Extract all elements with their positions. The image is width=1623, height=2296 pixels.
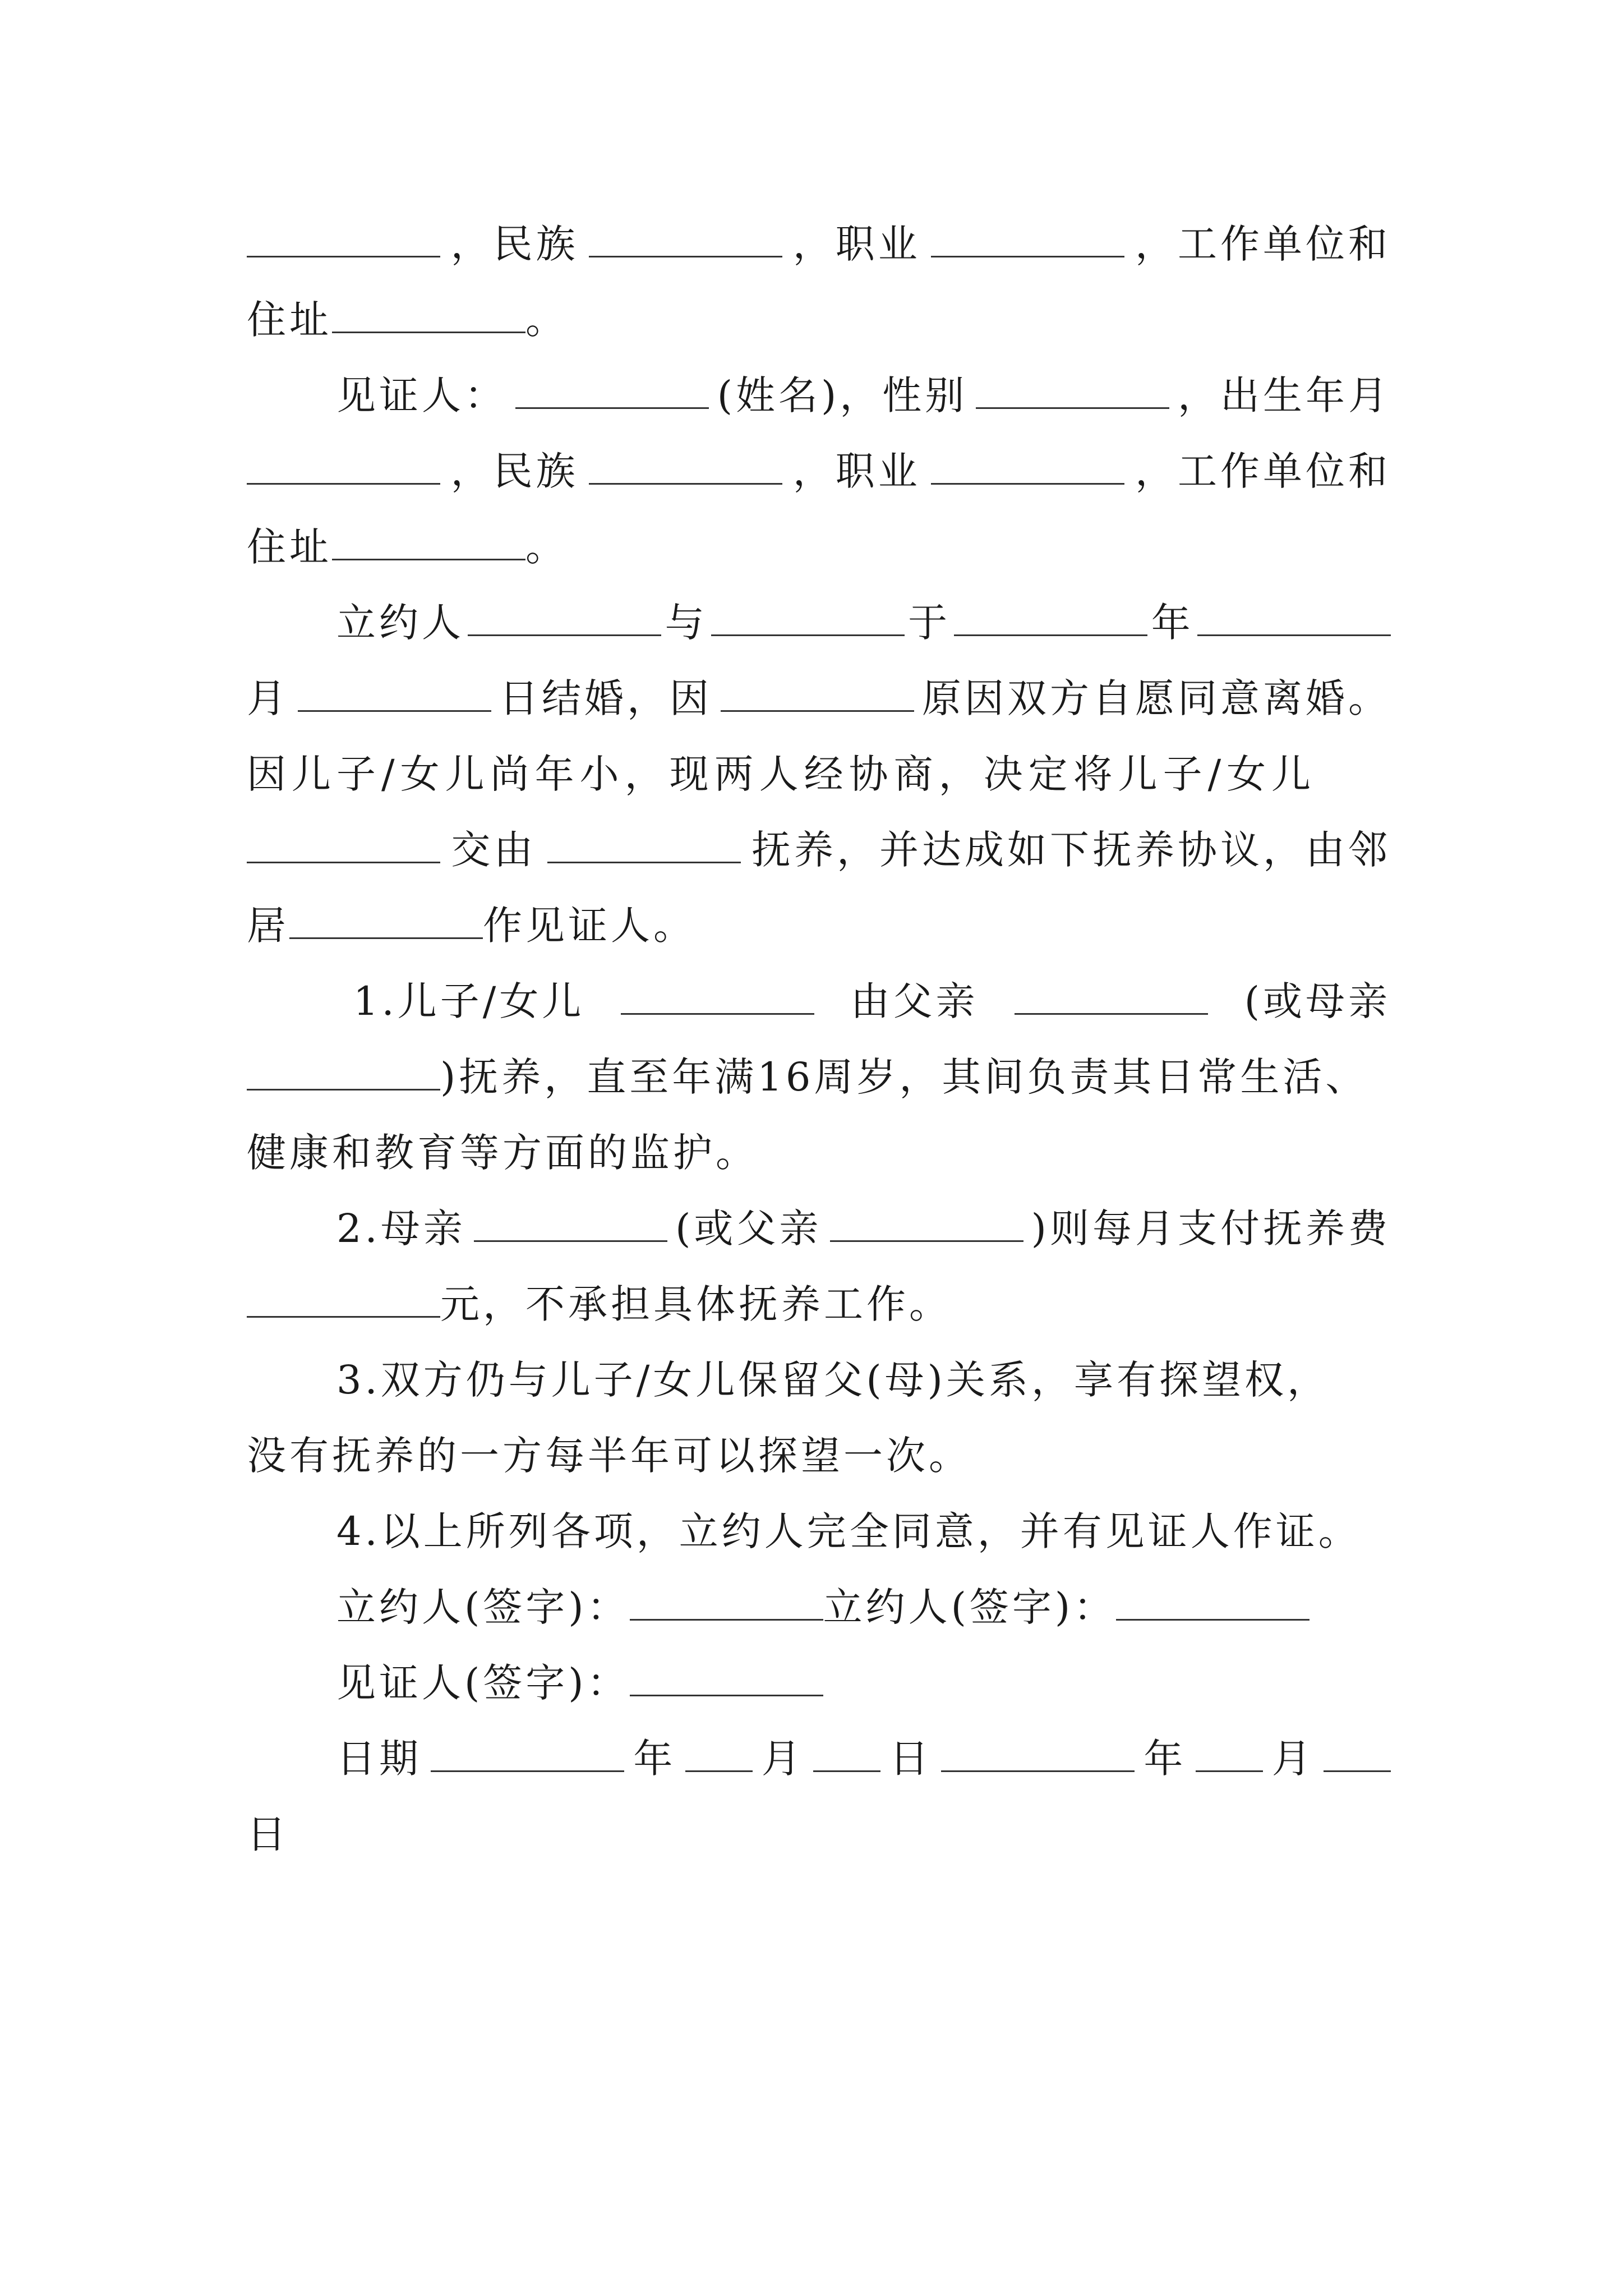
text-line-9 (247, 816, 1391, 884)
text-line-3 (336, 362, 1391, 429)
text-segment: 月 (761, 1736, 804, 1782)
text-line-7 (247, 665, 1391, 732)
text-segment: (或母亲 (1244, 978, 1391, 1024)
blank-field[interactable] (830, 1208, 1023, 1242)
blank-field[interactable] (247, 829, 440, 863)
year-field[interactable] (941, 1738, 1135, 1772)
text-segment: 健康和教育等方面的监护。 (247, 1130, 758, 1176)
text-segment: ，民族 (450, 448, 579, 494)
text-segment: 年 (1144, 1736, 1187, 1782)
text-segment: 年 (633, 1736, 676, 1782)
text-segment: 立约人 (336, 600, 464, 646)
text-segment: 居 (247, 903, 289, 949)
text-segment: 日 (247, 1811, 289, 1857)
year-field[interactable] (431, 1738, 624, 1772)
text-segment: ，职业 (792, 448, 921, 494)
text-line-16 (336, 1346, 1481, 1414)
text-line-2 (247, 286, 1391, 353)
text-line-17 (247, 1422, 1391, 1489)
text-segment: 1.儿子/女儿 (353, 978, 585, 1024)
blank-field[interactable] (474, 1208, 667, 1242)
day-field[interactable] (1324, 1738, 1391, 1772)
text-segment: ，工作单位和 (1135, 221, 1391, 267)
blank-field[interactable] (332, 526, 525, 560)
text-line-6 (336, 589, 1391, 656)
blank-field[interactable] (247, 450, 440, 485)
blank-field[interactable] (547, 829, 741, 863)
signature-field[interactable] (630, 1662, 823, 1696)
text-line-18 (336, 1498, 1481, 1565)
blank-field[interactable] (247, 223, 440, 257)
blank-field[interactable] (589, 223, 782, 257)
signature-field[interactable] (630, 1586, 823, 1621)
text-segment: 由父亲 (850, 978, 979, 1024)
text-segment: 2.母亲 (336, 1205, 466, 1251)
text-segment: 立约人(签字)： (823, 1584, 1117, 1630)
text-segment: ，工作单位和 (1135, 448, 1391, 494)
blank-field[interactable] (931, 450, 1124, 485)
text-segment: 因儿子/女儿尚年小，现两人经协商，决定将儿子/女儿 (247, 751, 1317, 797)
text-segment: 没有抚养的一方每半年可以探望一次。 (247, 1433, 971, 1479)
text-line-5 (247, 513, 1391, 581)
text-segment: 年 (1151, 600, 1194, 646)
blank-field[interactable] (289, 905, 483, 939)
text-line-14 (336, 1195, 1391, 1262)
text-segment: 4.以上所列各项，立约人完全同意，并有见证人作证。 (336, 1508, 1361, 1554)
date-line (336, 1725, 1391, 1792)
date-line-continued (247, 1801, 1391, 1868)
blank-field[interactable] (931, 223, 1124, 257)
month-field[interactable] (685, 1738, 753, 1772)
blank-field[interactable] (247, 1283, 440, 1318)
blank-field[interactable] (332, 299, 525, 333)
text-segment: 交由 (451, 827, 537, 873)
text-segment: (或父亲 (675, 1205, 822, 1251)
text-segment: ，民族 (450, 221, 579, 267)
blank-field[interactable] (954, 602, 1147, 636)
text-line-8 (247, 740, 1391, 808)
blank-field[interactable] (247, 1056, 440, 1091)
text-segment: 。 (525, 524, 568, 570)
text-segment: 作见证人。 (483, 903, 696, 949)
text-line-1 (247, 210, 1391, 278)
text-line-12 (247, 1043, 1391, 1111)
signature-field[interactable] (1116, 1586, 1310, 1621)
text-segment: 。 (525, 297, 568, 343)
text-segment: 见证人： (336, 372, 507, 418)
text-segment: 与 (665, 600, 708, 646)
text-segment: 日 (889, 1736, 933, 1782)
month-field[interactable] (1196, 1738, 1263, 1772)
text-segment: 于 (908, 600, 951, 646)
text-segment: 住址 (247, 524, 332, 570)
signature-line-witness (336, 1649, 1481, 1717)
text-segment: 见证人(签字)： (336, 1660, 630, 1706)
signature-line-parties (336, 1573, 1481, 1641)
text-segment: 抚养，并达成如下抚养协议，由邻 (751, 827, 1391, 873)
blank-field[interactable] (589, 450, 782, 485)
text-segment: (姓名)，性别 (717, 372, 968, 418)
text-segment: )则每月支付抚养费 (1031, 1205, 1391, 1251)
day-field[interactable] (813, 1738, 880, 1772)
text-segment: ，出生年月 (1178, 372, 1391, 418)
blank-field[interactable] (1015, 981, 1208, 1015)
text-segment: 月 (247, 675, 289, 721)
text-line-4 (247, 438, 1391, 505)
text-segment: 住址 (247, 297, 332, 343)
text-segment: 3.双方仍与儿子/女儿保留父(母)关系，享有探望权， (336, 1357, 1330, 1403)
blank-field[interactable] (976, 375, 1169, 409)
blank-field[interactable] (621, 981, 814, 1015)
text-line-10 (247, 892, 1391, 959)
text-line-11 (353, 968, 1391, 1035)
blank-field[interactable] (468, 602, 661, 636)
text-segment: ，职业 (792, 221, 921, 267)
text-segment: 日结婚，因 (499, 675, 712, 721)
text-line-13 (247, 1119, 1391, 1186)
blank-field[interactable] (721, 678, 914, 712)
blank-field[interactable] (298, 678, 491, 712)
blank-field[interactable] (1197, 602, 1391, 636)
blank-field[interactable] (711, 602, 905, 636)
text-segment: 日期 (336, 1736, 422, 1782)
text-segment: 月 (1271, 1736, 1315, 1782)
text-segment: 原因双方自愿同意离婚。 (922, 675, 1391, 721)
text-segment: )抚养，直至年满16周岁，其间负责其日常生活、 (440, 1054, 1368, 1100)
text-segment: 立约人(签字)： (336, 1584, 630, 1630)
blank-field[interactable] (515, 375, 709, 409)
text-line-15 (247, 1271, 1391, 1338)
text-segment: 元，不承担具体抚养工作。 (440, 1281, 952, 1327)
